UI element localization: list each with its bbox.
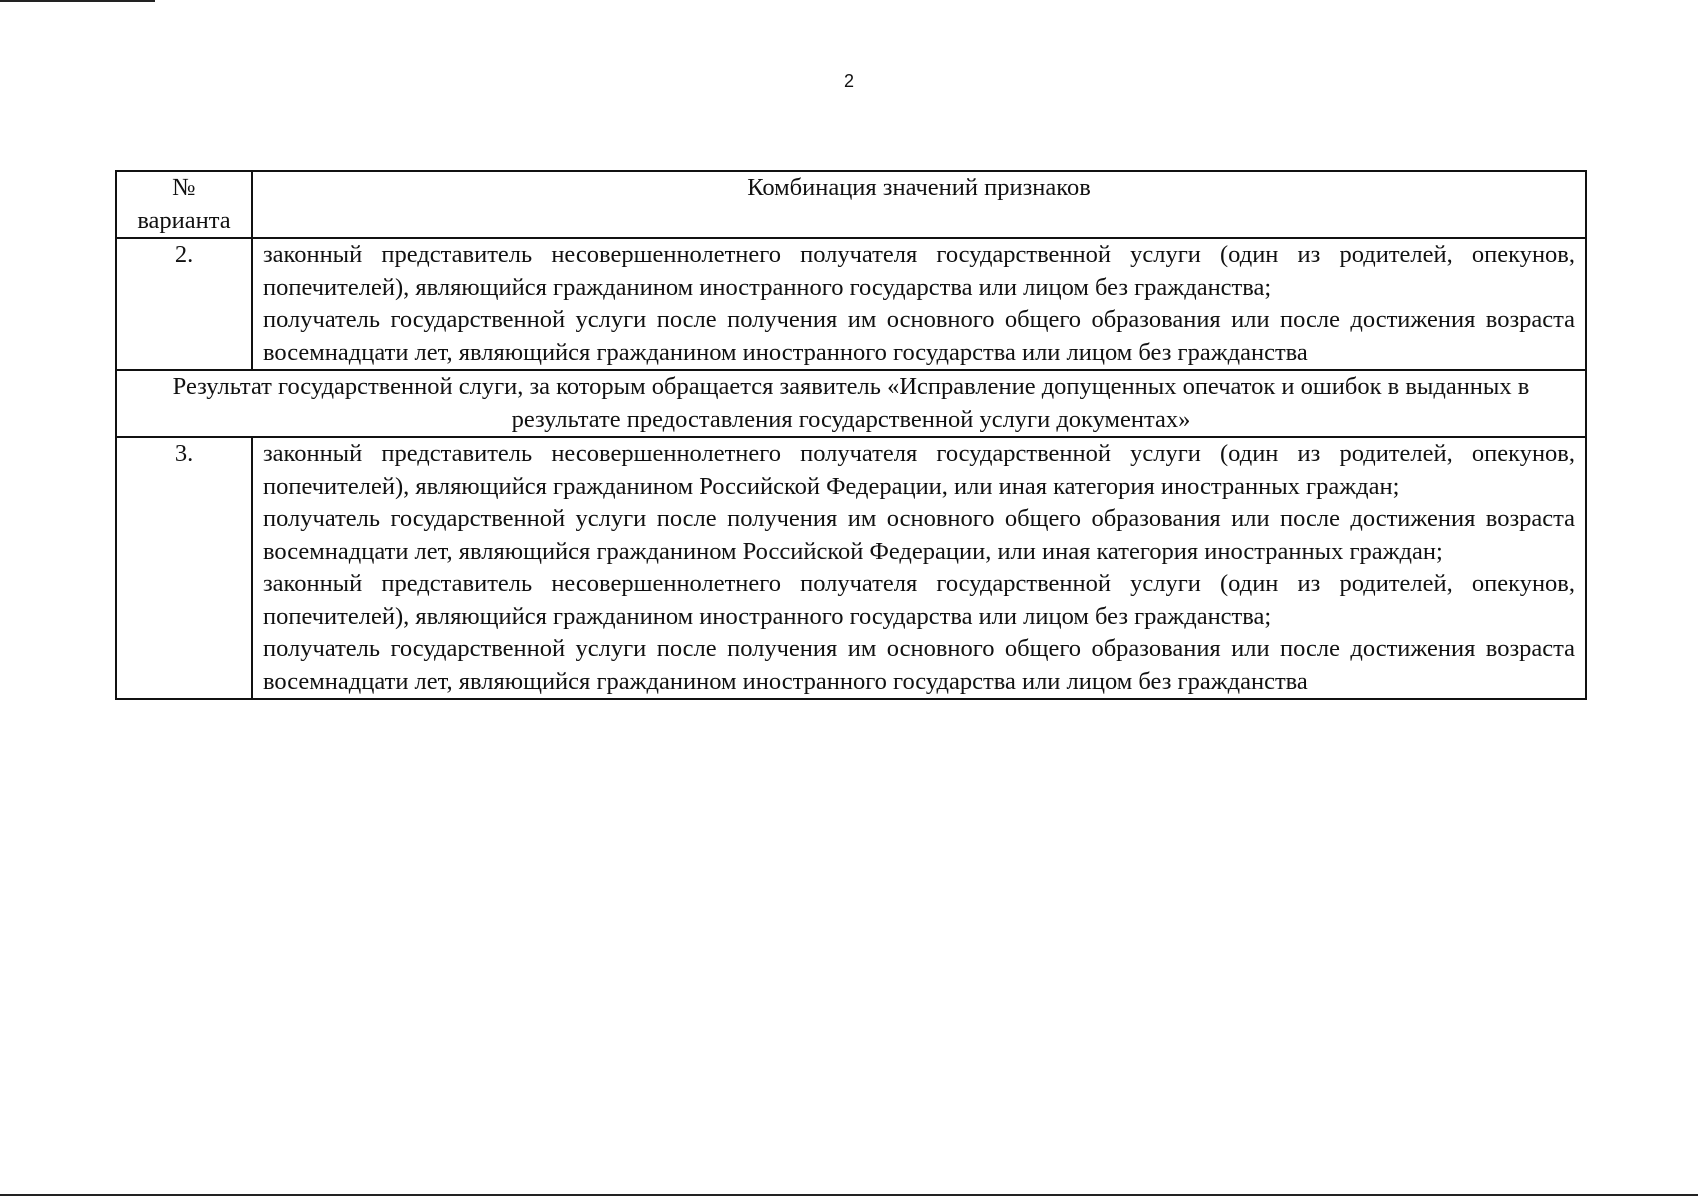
- header-number-symbol: №: [172, 174, 196, 201]
- top-rule: [0, 0, 155, 2]
- variant-paragraph: законный представитель несовершеннолетнего получателя государственной услуги (один из родителей, опекунов, попечителей), являющийся гражданином иностранного государства или лицом без гражданства;: [263, 570, 1575, 630]
- variant-content-cell: [252, 238, 1586, 370]
- page-number: 2: [843, 71, 854, 91]
- header-number-cell: [116, 171, 252, 238]
- variant-paragraph: законный представитель несовершеннолетнего получателя государственной услуги (один из родителей, опекунов, попечителей), являющийся гражданином Российской Федерации, или иная категория иностранных граждан;: [263, 440, 1575, 500]
- header-title: Комбинация значений признаков: [747, 174, 1091, 201]
- table-row: [116, 238, 1586, 370]
- variant-paragraph: законный представитель несовершеннолетнего получателя государственной услуги (один из родителей, опекунов, попечителей), являющийся гражданином иностранного государства или лицом без гражданства;: [263, 241, 1575, 301]
- variants-table: [115, 170, 1587, 700]
- variant-paragraph: получатель государственной услуги после получения им основного общего образования или после достижения возраста восемнадцати лет, являющийся гражданином иностранного государства или лицом без гражданства: [263, 306, 1575, 366]
- bottom-rule: [0, 1194, 1698, 1196]
- variant-paragraph: получатель государственной услуги после получения им основного общего образования или после достижения возраста восемнадцати лет, являющийся гражданином Российской Федерации, или иная категория иностранных граждан;: [263, 505, 1575, 565]
- table-row: [116, 437, 1586, 699]
- section-row: [116, 370, 1586, 437]
- variant-number-cell: [116, 238, 252, 370]
- header-number-label: варианта: [137, 206, 231, 234]
- variant-number: 3.: [174, 440, 194, 467]
- variant-number-cell: [116, 437, 252, 699]
- variant-content-cell: [252, 437, 1586, 699]
- header-title-cell: [252, 171, 1586, 238]
- variant-number: 2.: [174, 241, 194, 268]
- variant-paragraph: получатель государственной услуги после получения им основного общего образования или после достижения возраста восемнадцати лет, являющийся гражданином иностранного государства или лицом без гражданства: [263, 635, 1575, 695]
- table-header-row: [116, 171, 1586, 238]
- section-title: Результат государственной слуги, за которым обращается заявитель «Исправление допущенных опечаток и ошибок в выданных в результате предоставления государственной услуги документах»: [172, 373, 1530, 433]
- section-cell: [116, 370, 1586, 437]
